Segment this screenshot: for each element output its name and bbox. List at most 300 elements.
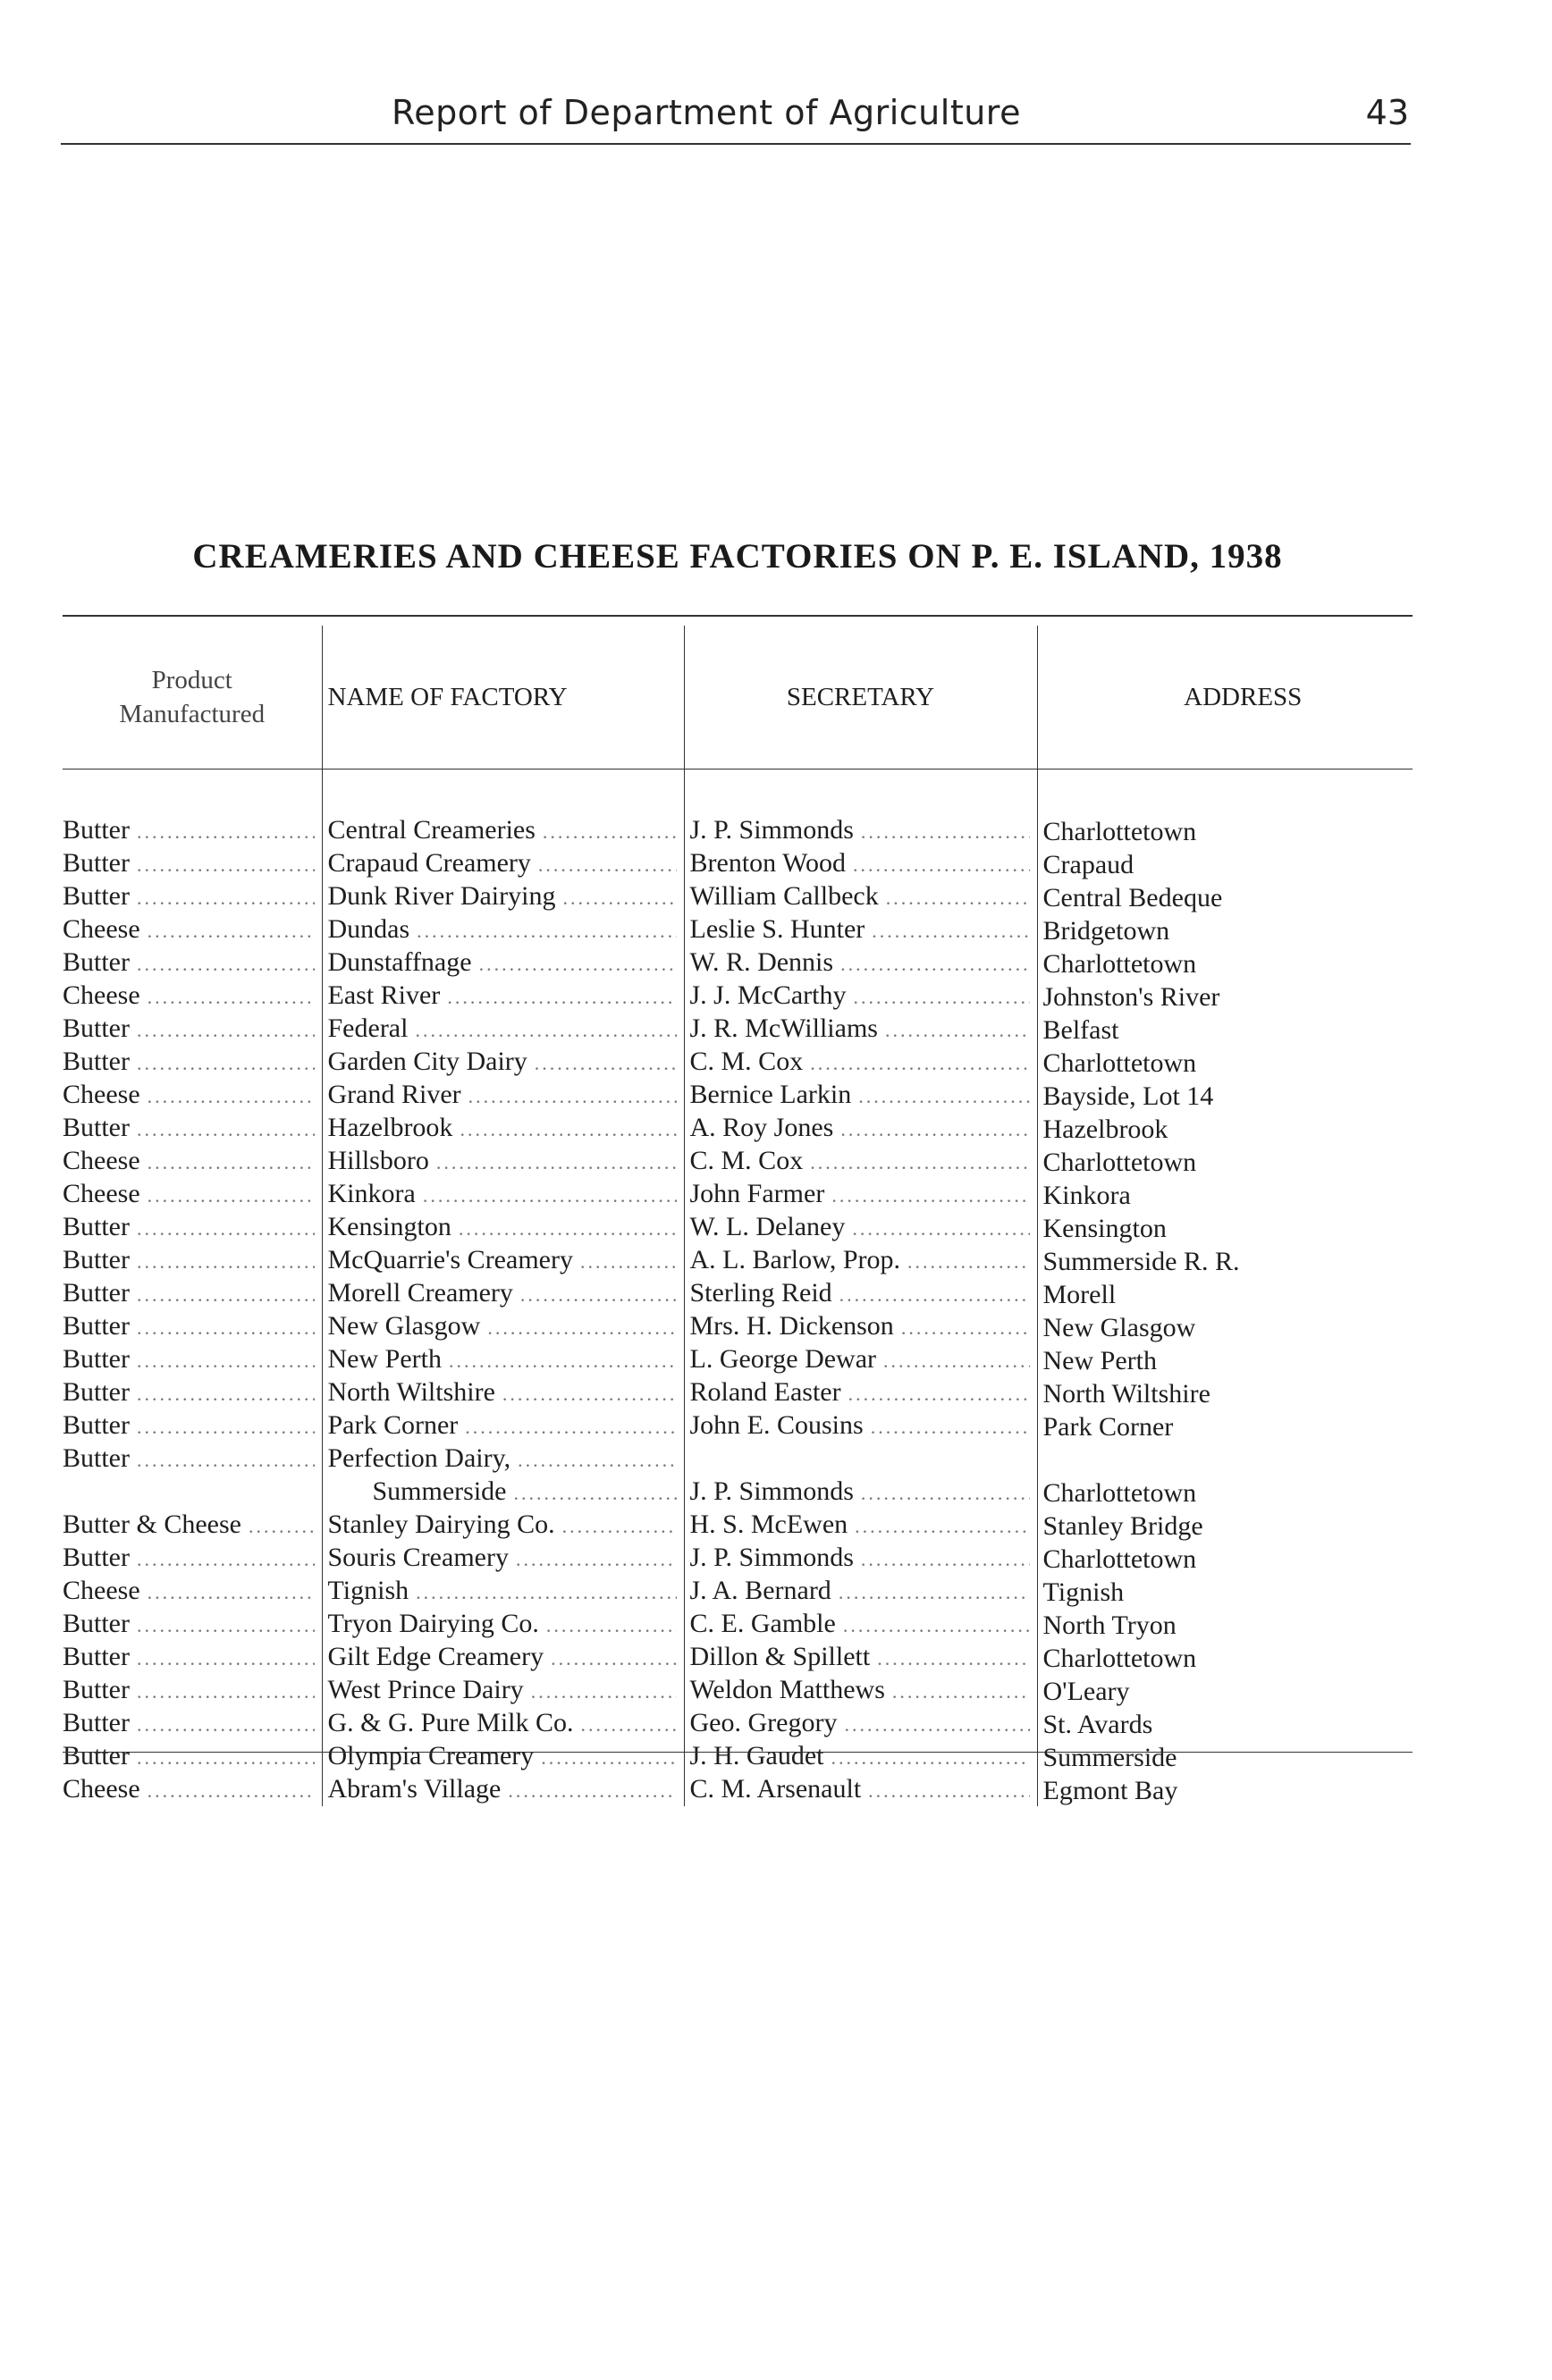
cell-product <box>63 1575 322 1608</box>
cell-factory <box>322 1674 684 1707</box>
product-text: Butter <box>63 1675 130 1704</box>
dot-leader <box>459 1213 677 1244</box>
cell-secretary <box>684 1773 1037 1806</box>
table-row <box>63 1145 1413 1178</box>
table-row <box>63 1046 1413 1079</box>
cell-product <box>63 1277 322 1310</box>
dot-leader <box>883 1345 1029 1376</box>
factory-text: Perfection Dairy, <box>327 1443 511 1473</box>
dot-leader <box>148 1147 315 1178</box>
column-header-secretary: SECRETARY <box>684 626 1037 770</box>
dot-leader <box>810 1147 1029 1178</box>
dot-leader <box>148 1577 315 1608</box>
cell-address <box>1037 1013 1413 1046</box>
cell-address <box>1037 1310 1413 1343</box>
cell-product <box>63 1112 322 1145</box>
dot-leader <box>148 1180 315 1211</box>
product-text: Butter <box>63 947 130 977</box>
product-text: Butter <box>63 881 130 911</box>
address-text: North Tryon <box>1042 1610 1177 1640</box>
factory-text: Hazelbrook <box>327 1113 453 1142</box>
cell-secretary <box>684 1244 1037 1277</box>
cell-address <box>1037 770 1413 848</box>
dot-leader <box>487 1312 676 1343</box>
factory-text: New Perth <box>327 1344 442 1374</box>
secretary-text: J. J. McCarthy <box>689 980 847 1010</box>
table-row <box>63 1674 1413 1707</box>
product-text: Butter <box>63 1311 130 1341</box>
cell-address <box>1037 1641 1413 1674</box>
address-text: Crapaud <box>1042 850 1134 879</box>
dot-leader <box>839 1577 1030 1608</box>
table-row <box>63 1079 1413 1112</box>
cell-product <box>63 1376 322 1409</box>
dot-leader <box>562 1510 677 1542</box>
cell-secretary <box>684 1277 1037 1310</box>
cell-address <box>1037 1542 1413 1575</box>
cell-product <box>63 847 322 880</box>
cell-factory <box>322 946 684 980</box>
secretary-text: A. L. Barlow, Prop. <box>689 1245 901 1274</box>
title-rule <box>63 615 1413 617</box>
dot-leader <box>137 1742 315 1773</box>
cell-product <box>63 1509 322 1542</box>
cell-address <box>1037 1376 1413 1409</box>
cell-secretary <box>684 1112 1037 1145</box>
cell-factory <box>322 1509 684 1542</box>
cell-address <box>1037 880 1413 913</box>
dot-leader <box>148 1775 315 1806</box>
product-text: Cheese <box>63 1080 140 1109</box>
cell-address <box>1037 980 1413 1013</box>
dot-leader <box>137 849 315 880</box>
address-text: Charlottetown <box>1042 1048 1197 1078</box>
table-row <box>63 1376 1413 1409</box>
dot-leader <box>148 915 315 946</box>
cell-factory <box>322 1442 684 1476</box>
cell-secretary <box>684 1608 1037 1641</box>
cell-address <box>1037 1046 1413 1079</box>
factory-text: West Prince Dairy <box>327 1675 524 1704</box>
cell-product <box>63 1608 322 1641</box>
dot-leader <box>518 1444 676 1476</box>
cell-product <box>63 1542 322 1575</box>
secretary-text: W. L. Delaney <box>689 1212 846 1241</box>
dot-leader <box>901 1312 1030 1343</box>
cell-secretary <box>684 1145 1037 1178</box>
dot-leader <box>137 1312 315 1343</box>
cell-factory <box>322 1178 684 1211</box>
product-text: Butter <box>63 1708 130 1737</box>
cell-secretary <box>684 1178 1037 1211</box>
cell-product <box>63 913 322 946</box>
address-text: O'Leary <box>1042 1677 1130 1706</box>
factory-text: East River <box>327 980 441 1010</box>
dot-leader <box>137 948 315 980</box>
cell-product <box>63 1641 322 1674</box>
cell-product <box>63 1310 322 1343</box>
dot-leader <box>872 915 1029 946</box>
factory-text: Kinkora <box>327 1179 416 1208</box>
address-text: Bridgetown <box>1042 916 1170 946</box>
cell-factory <box>322 1575 684 1608</box>
factory-text: Kensington <box>327 1212 451 1241</box>
dot-leader <box>436 1147 677 1178</box>
cell-product <box>63 1740 322 1773</box>
factory-text: Dundas <box>327 914 410 944</box>
dot-leader <box>465 1411 676 1442</box>
table-row <box>63 1707 1413 1740</box>
cell-address <box>1037 1244 1413 1277</box>
product-text: Butter <box>63 1278 130 1308</box>
cell-factory <box>322 1145 684 1178</box>
dot-leader <box>892 1676 1030 1707</box>
dot-leader <box>137 1047 315 1079</box>
dot-leader <box>416 1577 676 1608</box>
cell-factory <box>322 980 684 1013</box>
address-text: Charlottetown <box>1042 817 1197 846</box>
product-text: Butter <box>63 1443 130 1473</box>
cell-factory <box>322 1244 684 1277</box>
product-text: Butter <box>63 1741 130 1770</box>
secretary-text: J. R. McWilliams <box>689 1013 878 1043</box>
product-text: Butter <box>63 1344 130 1374</box>
cell-factory <box>322 1476 684 1509</box>
dot-leader <box>810 1047 1029 1079</box>
dot-leader <box>831 1742 1029 1773</box>
address-text: New Perth <box>1042 1346 1157 1375</box>
dot-leader <box>580 1246 677 1277</box>
cell-factory <box>322 1211 684 1244</box>
factory-text: Crapaud Creamery <box>327 848 531 878</box>
table-row <box>63 1310 1413 1343</box>
product-text: Butter <box>63 1013 130 1043</box>
secretary-text: Geo. Gregory <box>689 1708 838 1737</box>
table-row <box>63 1608 1413 1641</box>
dot-leader <box>907 1246 1029 1277</box>
table-row <box>63 1641 1413 1674</box>
address-text: Bayside, Lot 14 <box>1042 1081 1214 1111</box>
address-text: Morell <box>1042 1280 1117 1309</box>
cell-product <box>63 1178 322 1211</box>
cell-address <box>1037 946 1413 980</box>
address-text: Kensington <box>1042 1214 1167 1243</box>
cell-address <box>1037 1707 1413 1740</box>
cell-secretary <box>684 1211 1037 1244</box>
cell-secretary <box>684 946 1037 980</box>
product-text: Butter <box>63 1113 130 1142</box>
secretary-text: Roland Easter <box>689 1377 841 1407</box>
product-text: Butter <box>63 1642 130 1671</box>
cell-secretary <box>684 1740 1037 1773</box>
dot-leader <box>137 1643 315 1674</box>
cell-product <box>63 1013 322 1046</box>
cell-secretary <box>684 1079 1037 1112</box>
secretary-text: J. A. Bernard <box>689 1576 831 1605</box>
cell-factory <box>322 1112 684 1145</box>
dot-leader <box>852 1213 1029 1244</box>
dot-leader <box>137 1543 315 1575</box>
dot-leader <box>137 1213 315 1244</box>
table-row <box>63 880 1413 913</box>
cell-secretary <box>684 1476 1037 1509</box>
address-text: Hazelbrook <box>1042 1114 1168 1144</box>
secretary-text: Sterling Reid <box>689 1278 832 1308</box>
product-text: Butter <box>63 1245 130 1274</box>
table-body <box>63 770 1413 1807</box>
address-text: North Wiltshire <box>1042 1379 1210 1409</box>
cell-factory <box>322 880 684 913</box>
secretary-text: J. H. Gaudet <box>689 1741 824 1770</box>
cell-product <box>63 1476 322 1509</box>
cell-factory <box>322 1641 684 1674</box>
cell-factory <box>322 1376 684 1409</box>
address-text: New Glasgow <box>1042 1313 1196 1342</box>
cell-factory <box>322 1277 684 1310</box>
table-row <box>63 1542 1413 1575</box>
address-text: Charlottetown <box>1042 1478 1197 1508</box>
product-text: Butter <box>63 1377 130 1407</box>
dot-leader <box>535 1047 677 1079</box>
table-row <box>63 1211 1413 1244</box>
product-text: Butter <box>63 815 130 845</box>
cell-address <box>1037 1178 1413 1211</box>
address-text: Charlottetown <box>1042 1644 1197 1673</box>
table-row <box>63 1409 1413 1442</box>
table-row <box>63 1343 1413 1376</box>
address-text: Summerside R. R. <box>1042 1247 1240 1276</box>
cell-product <box>63 1442 322 1476</box>
table-row <box>63 1773 1413 1806</box>
factory-text: Tignish <box>327 1576 409 1605</box>
dot-leader <box>460 1114 676 1145</box>
factory-text: Abram's Village <box>327 1774 502 1804</box>
address-text: St. Avards <box>1042 1710 1153 1739</box>
dot-leader <box>137 1378 315 1409</box>
cell-secretary <box>684 770 1037 848</box>
dot-leader <box>514 1477 677 1509</box>
secretary-text: L. George Dewar <box>689 1344 877 1374</box>
secretary-text: John Farmer <box>689 1179 825 1208</box>
secretary-text: Weldon Matthews <box>689 1675 885 1704</box>
secretary-text: C. E. Gamble <box>689 1609 836 1638</box>
dot-leader <box>137 1246 315 1277</box>
table-row <box>63 913 1413 946</box>
dot-leader <box>468 1081 677 1112</box>
product-text: Butter <box>63 1410 130 1440</box>
cell-product <box>63 1773 322 1806</box>
dot-leader <box>861 1543 1030 1575</box>
bottom-rule <box>63 1752 1413 1753</box>
address-text: Stanley Bridge <box>1042 1511 1203 1541</box>
dot-leader <box>541 1742 676 1773</box>
cell-address <box>1037 1277 1413 1310</box>
cell-factory <box>322 847 684 880</box>
cell-secretary <box>684 847 1037 880</box>
cell-factory <box>322 913 684 946</box>
cell-address <box>1037 1608 1413 1641</box>
dot-leader <box>840 1114 1029 1145</box>
dot-leader <box>137 1610 315 1641</box>
cell-secretary <box>684 1409 1037 1442</box>
cell-product <box>63 1145 322 1178</box>
dot-leader <box>137 1411 315 1442</box>
cell-secretary <box>684 1674 1037 1707</box>
cell-factory <box>322 1343 684 1376</box>
running-header-title: Report of Department of Agriculture <box>392 93 1021 132</box>
dot-leader <box>562 882 676 913</box>
dot-leader <box>520 1279 677 1310</box>
product-text: Cheese <box>63 1146 140 1175</box>
secretary-text: William Callbeck <box>689 881 879 911</box>
table-row <box>63 1575 1413 1608</box>
address-text: Charlottetown <box>1042 1544 1197 1574</box>
dot-leader <box>871 1411 1030 1442</box>
cell-product <box>63 1343 322 1376</box>
cell-secretary <box>684 913 1037 946</box>
dot-leader <box>148 1081 315 1112</box>
dot-leader <box>508 1775 676 1806</box>
dot-leader <box>840 948 1029 980</box>
cell-factory <box>322 1409 684 1442</box>
cell-address <box>1037 1476 1413 1509</box>
cell-factory <box>322 1608 684 1641</box>
dot-leader <box>581 1709 677 1740</box>
secretary-text: C. M. Cox <box>689 1146 804 1175</box>
cell-product <box>63 946 322 980</box>
cell-factory <box>322 1542 684 1575</box>
dot-leader <box>137 1676 315 1707</box>
cell-address <box>1037 1442 1413 1476</box>
table-row <box>63 1476 1413 1509</box>
column-header-address: ADDRESS <box>1037 626 1413 770</box>
dot-leader <box>868 1775 1029 1806</box>
address-text: Central Bedeque <box>1042 883 1223 912</box>
dot-leader <box>861 1477 1030 1509</box>
dot-leader <box>885 1014 1030 1046</box>
secretary-text: C. M. Cox <box>689 1047 804 1076</box>
address-text: Johnston's River <box>1042 982 1220 1012</box>
address-text: Charlottetown <box>1042 1148 1197 1177</box>
factories-table <box>63 626 1413 1806</box>
secretary-text: C. M. Arsenault <box>689 1774 862 1804</box>
cell-factory <box>322 1310 684 1343</box>
dot-leader <box>417 915 676 946</box>
cell-product <box>63 1707 322 1740</box>
product-text: Cheese <box>63 1179 140 1208</box>
address-text: Summerside <box>1042 1743 1177 1772</box>
dot-leader <box>137 1279 315 1310</box>
secretary-text: Bernice Larkin <box>689 1080 852 1109</box>
dot-leader <box>848 1378 1030 1409</box>
cell-address <box>1037 913 1413 946</box>
factory-text: Dunstaffnage <box>327 947 472 977</box>
dot-leader <box>479 948 677 980</box>
cell-secretary <box>684 1575 1037 1608</box>
factory-text: Central Creameries <box>327 815 536 845</box>
cell-secretary <box>684 1343 1037 1376</box>
secretary-text: A. Roy Jones <box>689 1113 834 1142</box>
dot-leader <box>538 849 677 880</box>
cell-address <box>1037 1674 1413 1707</box>
secretary-text: J. P. Simmonds <box>689 1543 854 1572</box>
factory-text: Park Corner <box>327 1410 459 1440</box>
dot-leader <box>137 1345 315 1376</box>
page-number: 43 <box>1365 93 1409 132</box>
factory-text: Gilt Edge Creamery <box>327 1642 544 1671</box>
dot-leader <box>137 882 315 913</box>
dot-leader <box>886 882 1030 913</box>
table-row <box>63 1442 1413 1476</box>
factory-text: Olympia Creamery <box>327 1741 535 1770</box>
product-text: Cheese <box>63 1576 140 1605</box>
cell-secretary <box>684 1013 1037 1046</box>
cell-address <box>1037 1145 1413 1178</box>
dot-leader <box>249 1510 315 1542</box>
product-text: Butter <box>63 1047 130 1076</box>
address-text: Charlottetown <box>1042 949 1197 979</box>
dot-leader <box>137 1114 315 1145</box>
table-row <box>63 946 1413 980</box>
address-text: Belfast <box>1042 1015 1119 1045</box>
dot-leader <box>854 981 1030 1013</box>
dot-leader <box>423 1180 677 1211</box>
cell-address <box>1037 1773 1413 1806</box>
cell-factory <box>322 1740 684 1773</box>
cell-secretary <box>684 980 1037 1013</box>
dot-leader <box>858 1081 1029 1112</box>
factory-text: Summerside <box>372 1476 507 1506</box>
factory-text: Grand River <box>327 1080 461 1109</box>
cell-secretary <box>684 1641 1037 1674</box>
secretary-text: J. P. Simmonds <box>689 815 854 845</box>
secretary-text: H. S. McEwen <box>689 1510 848 1539</box>
cell-factory <box>322 1773 684 1806</box>
cell-address <box>1037 1509 1413 1542</box>
cell-address <box>1037 1343 1413 1376</box>
factory-text: McQuarrie's Creamery <box>327 1245 573 1274</box>
secretary-text: Dillon & Spillett <box>689 1642 871 1671</box>
factory-text: North Wiltshire <box>327 1377 495 1407</box>
dot-leader <box>502 1378 677 1409</box>
cell-secretary <box>684 1707 1037 1740</box>
table-row <box>63 847 1413 880</box>
secretary-text: Mrs. H. Dickenson <box>689 1311 894 1341</box>
address-text: Kinkora <box>1042 1181 1131 1210</box>
factory-text: Hillsboro <box>327 1146 429 1175</box>
cell-product <box>63 770 322 848</box>
dot-leader <box>855 1510 1029 1542</box>
table-row <box>63 1509 1413 1542</box>
table-row <box>63 1740 1413 1773</box>
dot-leader <box>137 1709 315 1740</box>
dot-leader <box>543 816 677 847</box>
product-text: Cheese <box>63 980 140 1010</box>
dot-leader <box>546 1610 677 1641</box>
address-text: Tignish <box>1042 1577 1125 1607</box>
cell-secretary <box>684 1509 1037 1542</box>
product-text: Butter <box>63 1212 130 1241</box>
dot-leader <box>831 1180 1029 1211</box>
dot-leader <box>137 1014 315 1046</box>
cell-address <box>1037 1740 1413 1773</box>
secretary-text: J. P. Simmonds <box>689 1476 854 1506</box>
cell-product <box>63 1674 322 1707</box>
cell-factory <box>322 1046 684 1079</box>
cell-secretary <box>684 1310 1037 1343</box>
cell-secretary <box>684 1046 1037 1079</box>
cell-address <box>1037 847 1413 880</box>
